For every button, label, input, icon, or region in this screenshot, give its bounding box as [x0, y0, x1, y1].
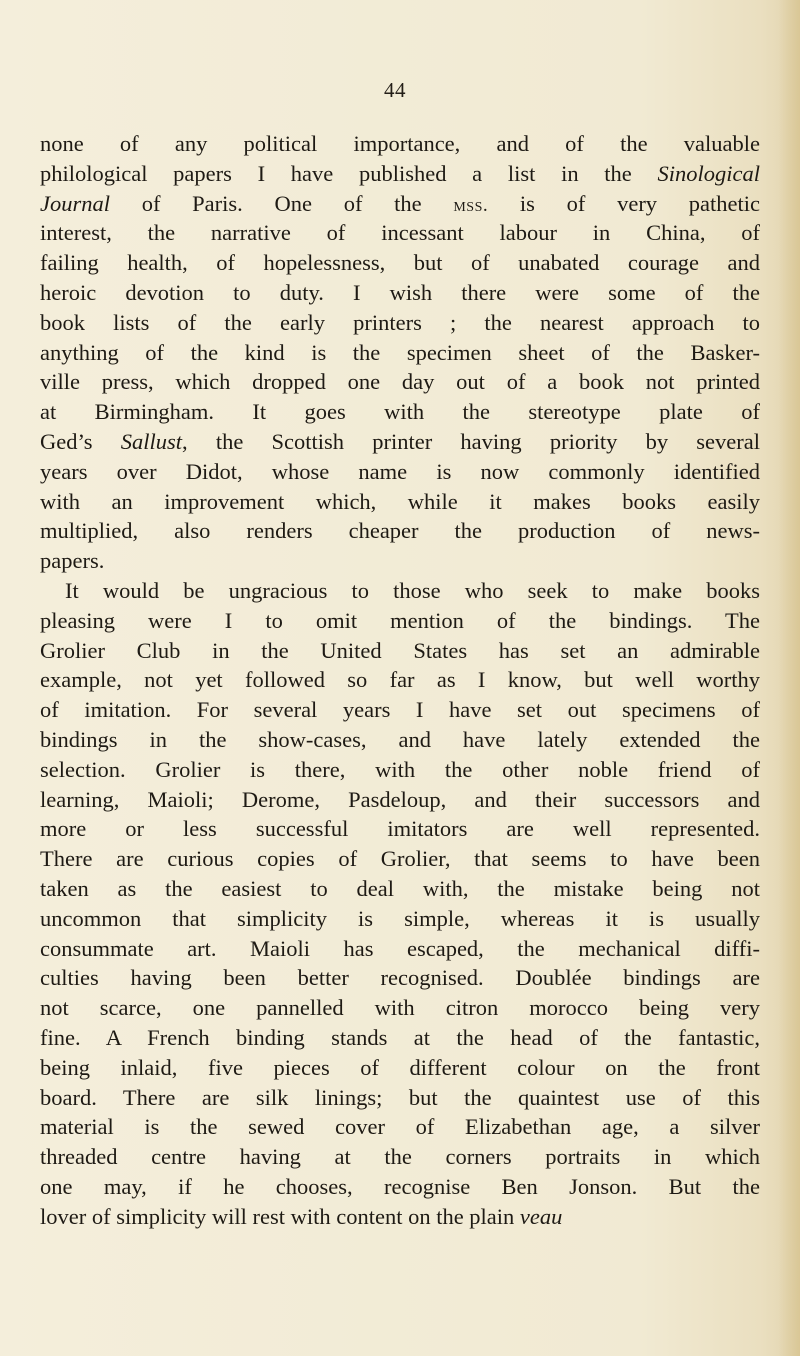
text-line [40, 189, 760, 219]
text-run: selection. Grolier is there, with the other noble friend of [40, 756, 760, 782]
text-run: culties having been better recognised. Doublée bindings are [40, 965, 760, 991]
text-run: failing health, of hopelessness, but of unabated courage and [40, 250, 760, 276]
text-run: bindings in the show-cases, and have lately extended the [40, 726, 760, 752]
text-run: , the Scottish printer having priority by several [181, 428, 760, 454]
text-line [40, 874, 760, 904]
text-run: It would be ungracious to those who seek to make books [65, 577, 760, 603]
text-run: material is the sewed cover of Elizabethan age, a silver [40, 1114, 760, 1140]
text-line [40, 1083, 760, 1113]
text-line [40, 934, 760, 964]
text-run: is of very pathetic [488, 190, 760, 216]
text-line [40, 338, 760, 368]
text-line [40, 159, 760, 189]
text-run: taken as the easiest to deal with, the mistake being not [40, 875, 760, 901]
text-run: of Paris. One of the [110, 190, 454, 216]
text-line [40, 993, 760, 1023]
text-line [40, 844, 760, 874]
text-line [40, 367, 760, 397]
text-line [40, 785, 760, 815]
text-run: fine. A French binding stands at the head of the fantastic, [40, 1024, 760, 1050]
text-line [40, 636, 760, 666]
text-line [40, 606, 760, 636]
text-line [40, 487, 760, 517]
text-run: anything of the kind is the specimen sheet of the Basker- [40, 339, 760, 365]
text-line [40, 1202, 760, 1232]
text-run: not scarce, one pannelled with citron morocco being very [40, 995, 760, 1021]
text-run: philological papers I have published a list in the [40, 160, 658, 186]
text-line [40, 457, 760, 487]
text-line [40, 1112, 760, 1142]
text-run: interest, the narrative of incessant labour in China, of [40, 220, 760, 246]
italic-run: veau [519, 1203, 563, 1229]
text-line [40, 814, 760, 844]
text-line [40, 129, 760, 159]
text-run: Grolier Club in the United States has set an admirable [40, 637, 760, 663]
text-line [40, 516, 760, 546]
text-run: example, not yet followed so far as I know, but well worthy [40, 667, 760, 693]
text-run: There are curious copies of Grolier, that seems to have been [40, 846, 760, 872]
text-run: ville press, which dropped one day out of a book not printed [40, 369, 760, 395]
italic-run: Sinological [657, 160, 760, 186]
text-run: being inlaid, five pieces of different colour on the front [40, 1054, 760, 1080]
text-run: one may, if he chooses, recognise Ben Jonson. But the [40, 1173, 760, 1199]
text-run: multiplied, also renders cheaper the production of news- [40, 518, 760, 544]
small-caps-run: mss. [453, 194, 489, 216]
text-run: board. There are silk linings; but the quaintest use of this [40, 1084, 760, 1110]
text-run: Ged’s [40, 428, 121, 454]
page-edge-shadow [778, 0, 800, 1356]
text-line [40, 1142, 760, 1172]
text-line [40, 725, 760, 755]
text-run: heroic devotion to duty. I wish there were some of the [40, 279, 760, 305]
text-run: consummate art. Maioli has escaped, the mechanical diffi- [40, 935, 760, 961]
text-run: years over Didot, whose name is now commonly identified [40, 458, 760, 484]
text-line [40, 904, 760, 934]
text-line [40, 278, 760, 308]
body-text [40, 129, 760, 1231]
paragraph [40, 129, 760, 576]
text-line [40, 1023, 760, 1053]
text-line [40, 308, 760, 338]
text-line [40, 397, 760, 427]
italic-run: Journal [40, 190, 110, 216]
text-run: lover of simplicity will rest with content on the plain [40, 1203, 520, 1229]
text-run: papers. [40, 548, 105, 574]
text-line [40, 1172, 760, 1202]
text-run: book lists of the early printers ; the nearest approach to [40, 309, 760, 335]
text-line [40, 755, 760, 785]
text-line [40, 218, 760, 248]
italic-run: Sallust [120, 428, 182, 454]
text-line [40, 665, 760, 695]
text-line [40, 576, 760, 606]
text-run: uncommon that simplicity is simple, whereas it is usually [40, 905, 760, 931]
text-line [40, 1053, 760, 1083]
text-line [40, 248, 760, 278]
text-run: pleasing were I to omit mention of the bindings. The [40, 607, 760, 633]
text-run: with an improvement which, while it makes books easily [40, 488, 760, 514]
text-run: learning, Maioli; Derome, Pasdeloup, and their successors and [40, 786, 760, 812]
text-line [40, 546, 760, 576]
text-line [40, 963, 760, 993]
text-run: of imitation. For several years I have set out specimens of [40, 697, 760, 723]
page-number: 44 [384, 78, 406, 102]
text-run: at Birmingham. It goes with the stereotype plate of [40, 399, 760, 425]
text-run: more or less successful imitators are well represented. [40, 816, 760, 842]
text-run: none of any political importance, and of the valuable [40, 131, 760, 156]
text-run: threaded centre having at the corners portraits in which [40, 1144, 760, 1170]
text-line [40, 695, 760, 725]
text-line [40, 427, 760, 457]
paragraph [40, 576, 760, 1232]
